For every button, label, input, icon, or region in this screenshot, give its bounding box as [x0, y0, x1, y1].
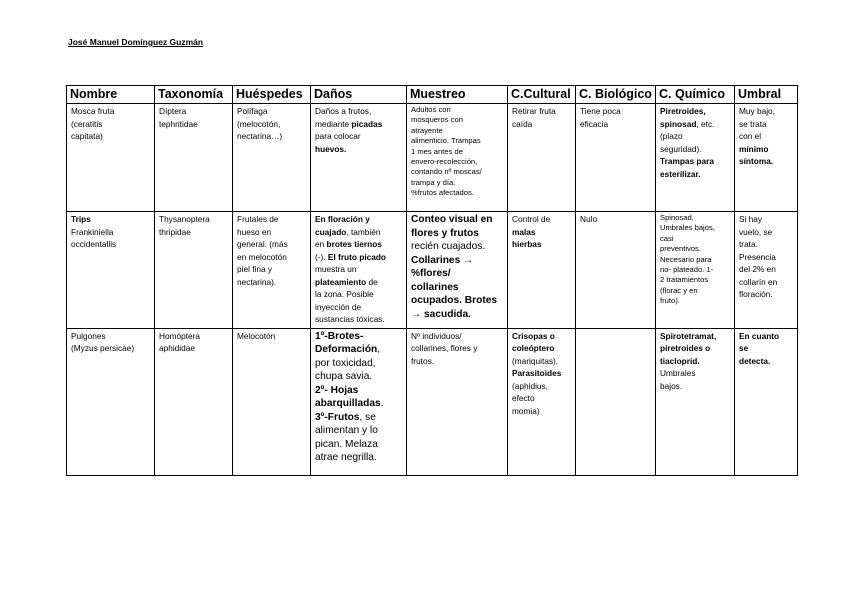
text-bold: Crisopas o coleóptero	[512, 330, 555, 353]
table-row	[67, 212, 798, 329]
cell-cultural: Retirar fruta caída	[508, 104, 576, 212]
cell-danos	[311, 328, 407, 475]
header-biologico: C. Biológico	[576, 86, 656, 104]
cell-danos	[311, 212, 407, 329]
cell-huespedes: Melocotón	[233, 328, 311, 475]
text-bold: huevos.	[315, 143, 347, 154]
cell-biologico: Tiene poca eficacia	[576, 104, 656, 212]
text-bold: En floración y cuajado	[315, 214, 370, 237]
cell-muestreo: Adultos con mosqueros con atrayente alimenticio. Trampas 1 mes antes de envero-recolección, contando nº moscas/ trampa y día. %frutos afectados.	[407, 104, 508, 212]
text-bold: El fruto picado	[327, 251, 386, 262]
text: (-).	[315, 251, 326, 262]
text-bold: Parasitoides	[512, 368, 562, 378]
text: .	[380, 398, 384, 409]
text-bold: Collarines → %flores/ collarines ocupados. Brotes → sacudida.	[411, 254, 498, 320]
table-header-row	[67, 86, 798, 104]
text: (aphidius, efecto momia)	[512, 380, 548, 416]
header-danos: Daños	[311, 86, 407, 104]
pest-table	[66, 85, 798, 476]
header-cultural: C.Cultural	[508, 86, 576, 104]
cell-biologico: Nulo	[576, 212, 656, 329]
header-muestreo: Muestreo	[407, 86, 508, 104]
text-bold: detecta.	[739, 355, 771, 366]
table-row	[67, 328, 798, 475]
cell-quimico: Spinosad. Umbrales bajos, casi preventivos. Necesario para no- plateado. 1- 2 tratamientos (florac y en fruto).	[656, 212, 735, 329]
cell-danos	[311, 104, 407, 212]
cell-nombre: Pulgones (Myzus persicae)	[67, 328, 155, 475]
cell-huespedes: Frutales de hueso en general. (más en melocotón piel fina y nectarina).	[233, 212, 311, 329]
text: (mariquitas).	[512, 355, 559, 366]
text: , por toxicidad, chupa savia.	[315, 344, 381, 382]
cell-nombre: Mosca fruta (ceratitis capitata)	[67, 104, 155, 212]
text-bold: Trampas para esterilizar.	[660, 156, 714, 179]
text-bold: Spirotetramat, piretroides o tiacloprid.	[660, 330, 717, 366]
cell-quimico	[656, 328, 735, 475]
text: Frankiniella occidentallis	[71, 226, 117, 249]
text-bold: malas hierbas	[512, 226, 542, 249]
cell-quimico	[656, 104, 735, 212]
text-bold: Conteo visual en flores y frutos	[411, 214, 493, 239]
text: Muy bajo, se trata con el	[739, 106, 775, 141]
text: muestra un	[315, 264, 357, 274]
header-umbral: Umbral	[735, 86, 798, 104]
text-bold: 2º- Hojas abarquilladas	[315, 384, 381, 409]
header-nombre: Nombre	[67, 86, 155, 104]
cell-cultural	[508, 328, 576, 475]
header-huespedes: Huéspedes	[233, 86, 311, 104]
cell-huespedes: Polífaga (melocotón, nectarina…)	[233, 104, 311, 212]
cell-muestreo: Nº individuos/ collarines, flores y frutos.	[407, 328, 508, 475]
text-bold: Trips	[71, 214, 91, 224]
cell-taxonomia: Díptera tephritidae	[155, 104, 233, 212]
text-bold: brotes tiernos	[326, 239, 382, 249]
cell-cultural	[508, 212, 576, 329]
text-bold: picadas	[351, 118, 383, 129]
cell-biologico	[576, 328, 656, 475]
header-taxonomia: Taxonomía	[155, 86, 233, 104]
author-name: José Manuel Domínguez Guzmán	[68, 37, 204, 47]
text: de la zona. Posible inyección de sustancias tóxicas.	[315, 276, 385, 324]
cell-umbral: Si hay vuelo, se trata. Presencia del 2% en collarín en floración.	[735, 212, 798, 329]
text: recién cuajados.	[411, 241, 486, 252]
text-bold: 1º-Brotes- Deformación	[315, 330, 378, 355]
text: para colocar	[315, 131, 361, 141]
text-bold: plateamiento	[315, 276, 367, 287]
text-bold: mínimo síntoma.	[739, 143, 774, 166]
cell-taxonomia: Homóptera aphididae	[155, 328, 233, 475]
text-bold: Piretroides, spinosad	[660, 106, 706, 129]
text-bold: En cuanto se	[739, 330, 780, 353]
text: Daños a frutos, mediante	[315, 106, 372, 129]
text: Umbrales bajos.	[660, 368, 696, 391]
table-row	[67, 104, 798, 212]
header-quimico: C. Químico	[656, 86, 735, 104]
cell-nombre	[67, 212, 155, 329]
cell-umbral	[735, 328, 798, 475]
text: , etc. (plazo seguridad).	[660, 118, 715, 154]
cell-umbral	[735, 104, 798, 212]
cell-taxonomia: Thysanoptera thripidae	[155, 212, 233, 329]
text-bold: 3º-Frutos	[315, 411, 360, 423]
text: , también en	[315, 226, 381, 249]
text: , se alimentan y lo pican. Melaza atrae negrilla.	[315, 411, 378, 463]
cell-muestreo	[407, 212, 508, 329]
text: Control de	[512, 214, 551, 224]
